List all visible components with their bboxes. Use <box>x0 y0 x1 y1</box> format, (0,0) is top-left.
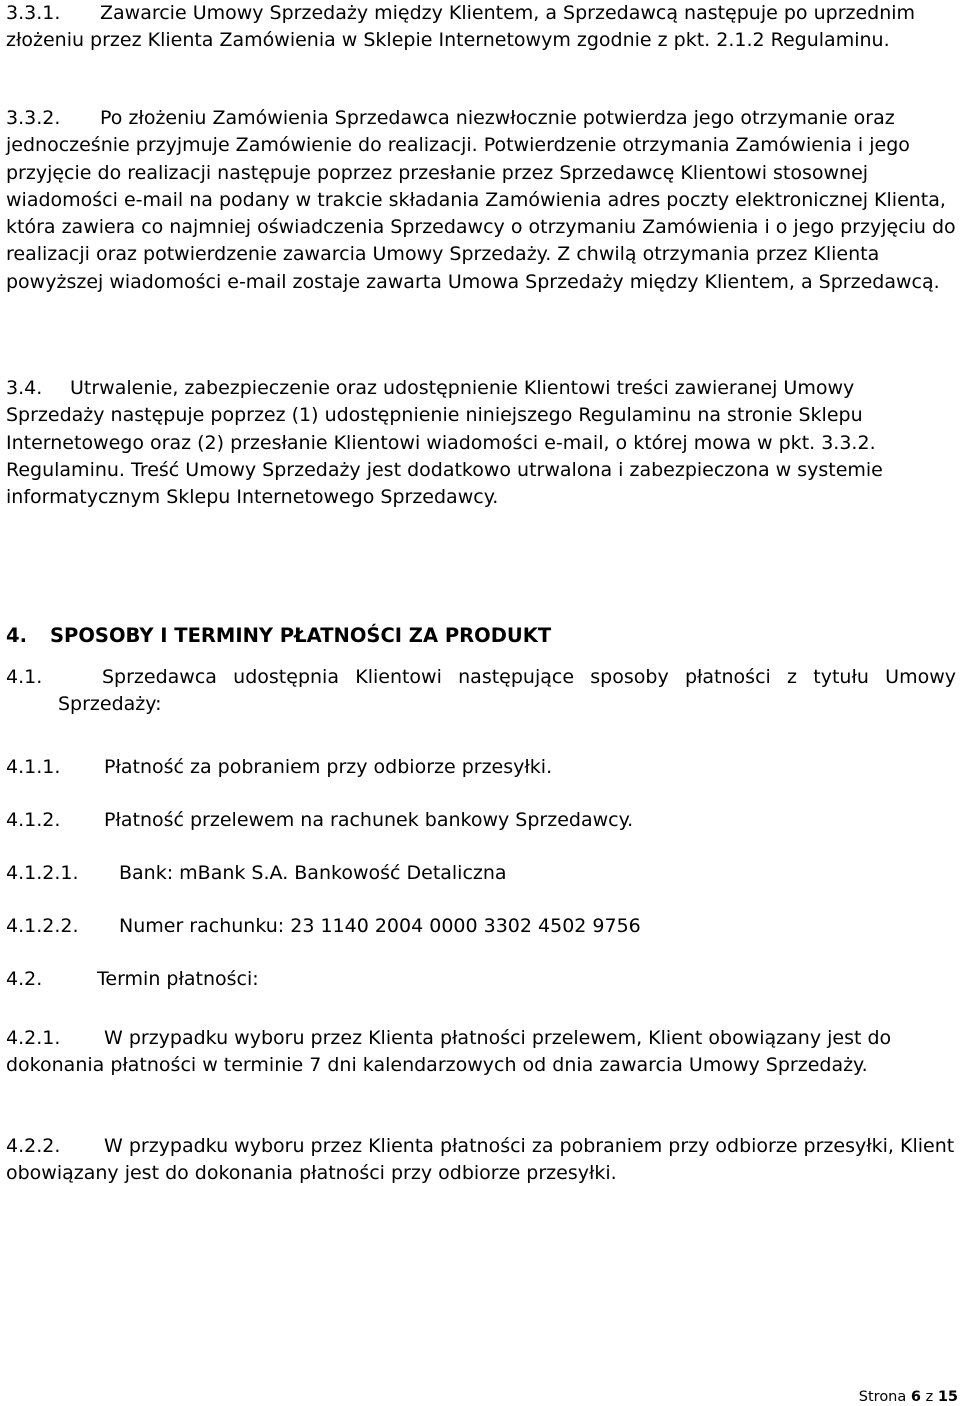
clause-4-1-2 <box>6 807 956 834</box>
clause-number: 4.2.2. <box>6 1135 61 1157</box>
clause-number: 4.1.2. <box>6 809 61 831</box>
heading-number: 4. <box>6 624 27 647</box>
clause-text: Numer rachunku: 23 1140 2004 0000 3302 4502 9756 <box>119 915 641 937</box>
clause-number: 3.3.2. <box>6 107 61 129</box>
clause-4-1 <box>6 664 956 719</box>
footer-total-pages: 15 <box>937 1389 958 1405</box>
clause-number: 4.2.1. <box>6 1027 61 1049</box>
footer-current-page: 6 <box>910 1389 921 1405</box>
clause-3-3-1 <box>6 0 956 55</box>
footer-separator: z <box>925 1389 934 1405</box>
clause-text: Sprzedawca udostępnia Klientowi następujące sposoby płatności z tytułu Umowy Sprzedaży: <box>58 666 956 716</box>
clause-text: Zawarcie Umowy Sprzedaży między Klientem, a Sprzedawcą następuje po uprzednim złożeniu przez Klienta Zamówienia w Sklepie Internetowym zgodnie z pkt. 2.1.2 Regulaminu. <box>6 2 916 52</box>
heading-text: SPOSOBY I TERMINY PŁATNOŚCI ZA PRODUKT <box>50 624 552 647</box>
clause-text: Płatność za pobraniem przy odbiorze przesyłki. <box>104 756 553 778</box>
clause-text: Płatność przelewem na rachunek bankowy Sprzedawcy. <box>104 809 634 831</box>
clause-text: W przypadku wyboru przez Klienta płatności za pobraniem przy odbiorze przesyłki, Klient obowiązany jest do dokonania płatności przy odbiorze przesyłki. <box>6 1135 955 1185</box>
clause-number: 4.2. <box>6 968 43 990</box>
clause-number: 4.1. <box>6 666 43 688</box>
clause-4-2-2 <box>6 1133 956 1188</box>
clause-number: 4.1.1. <box>6 756 61 778</box>
page-number-footer <box>859 1388 958 1406</box>
clause-4-1-2-1 <box>6 860 956 887</box>
clause-number: 3.4. <box>6 377 43 399</box>
clause-text: Utrwalenie, zabezpieczenie oraz udostępnienie Klientowi treści zawieranej Umowy Sprzedaży następuje poprzez (1) udostępnienie niniejszego Regulaminu na stronie Sklepu Internetowego oraz (2) przesłanie Klientowi wiadomości e-mail, o której mowa w pkt. 3.3.2. Regulaminu. Treść Umowy Sprzedaży jest dodatkowo utrwalona i zabezpieczona w systemie informatycznym Sklepu Internetowego Sprzedawcy. <box>6 377 883 509</box>
clause-3-3-2 <box>6 105 956 296</box>
clause-number: 4.1.2.1. <box>6 862 79 884</box>
clause-4-1-2-2 <box>6 913 956 940</box>
clause-4-2 <box>6 966 956 993</box>
footer-prefix: Strona <box>858 1389 907 1405</box>
clause-text: Bank: mBank S.A. Bankowość Detaliczna <box>119 862 507 884</box>
clause-text: Termin płatności: <box>97 968 259 990</box>
clause-4-2-1 <box>6 1025 956 1080</box>
clause-3-4 <box>6 375 956 511</box>
clause-number: 4.1.2.2. <box>6 915 79 937</box>
clause-number: 3.3.1. <box>6 2 61 24</box>
clause-text: Po złożeniu Zamówienia Sprzedawca niezwłocznie potwierdza jego otrzymanie oraz jednocześnie przyjmuje Zamówienie do realizacji. Potwierdzenie otrzymania Zamówienia i jego przyjęcie do realizacji następuje poprzez przesłanie przez Sprzedawcę Klientowi stosownej wiadomości e-mail na podany w trakcie składania Zamówienia adres poczty elektronicznej Klienta, która zawiera co najmniej oświadczenia Sprzedawcy o otrzymaniu Zamówienia i o jego przyjęciu do realizacji oraz potwierdzenie zawarcia Umowy Sprzedaży. Z chwilą otrzymania przez Klienta powyższej wiadomości e-mail zostaje zawarta Umowa Sprzedaży między Klientem, a Sprzedawcą. <box>6 107 956 293</box>
clause-4-1-1 <box>6 754 956 781</box>
clause-text: W przypadku wyboru przez Klienta płatności przelewem, Klient obowiązany jest do dokonania płatności w terminie 7 dni kalendarzowych od dnia zawarcia Umowy Sprzedaży. <box>6 1027 892 1077</box>
